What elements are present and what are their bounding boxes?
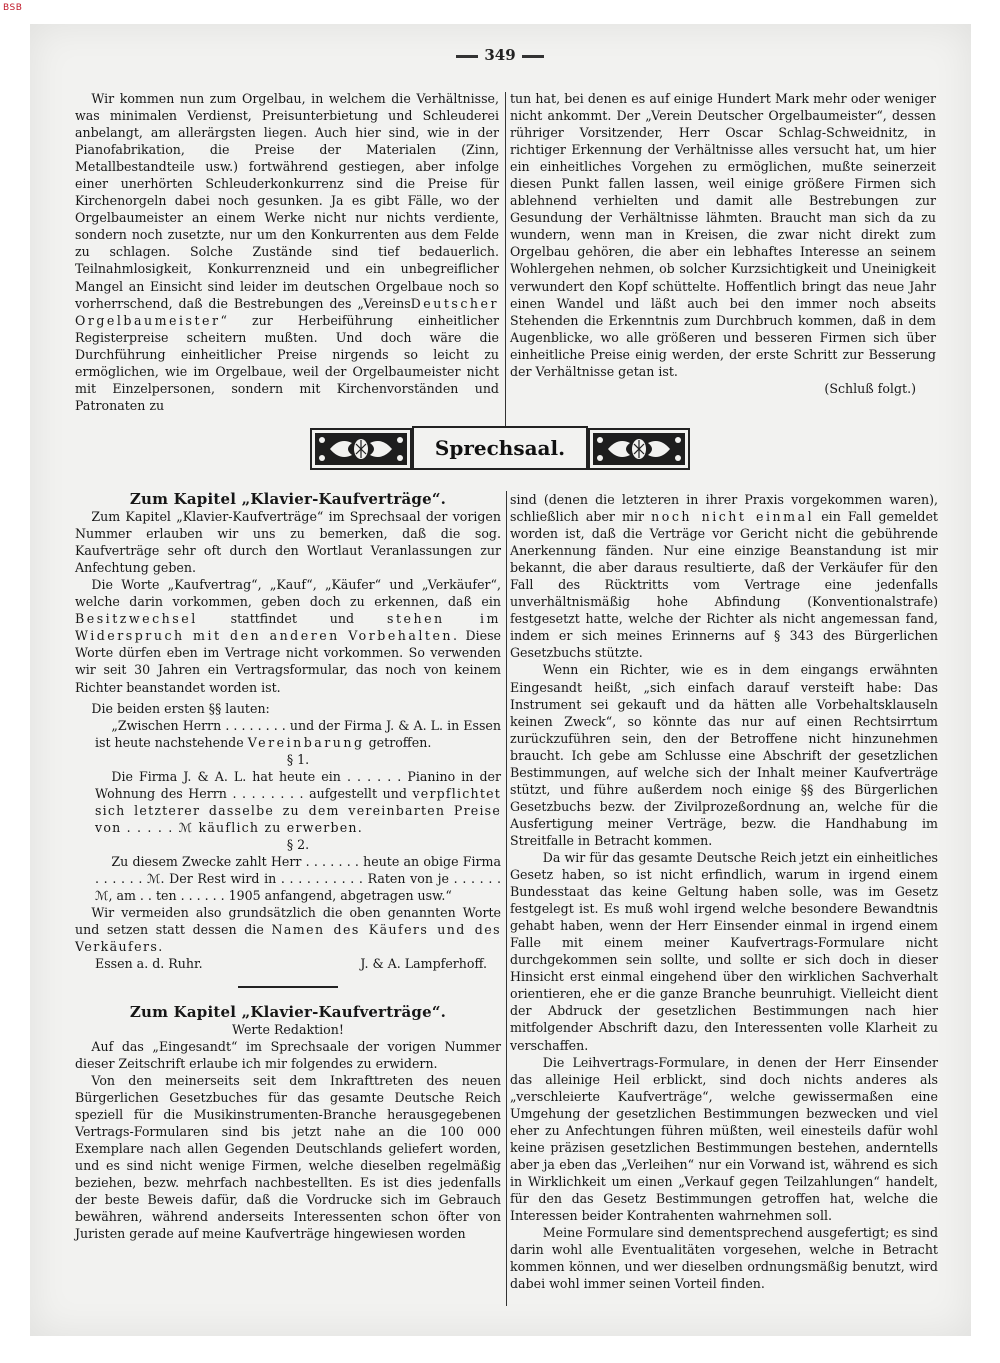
orgelbau-paragraph — [75, 90, 499, 414]
letter-two-r5: Meine Formulare sind dementsprechend ausgefertigt; es sind darin wohl alle Eventualitäten vorgesehen, welche in Betracht kommen können, und wer dieselben ordnungsmäßig benutzt, wird dabei wohl immer seinen Vorteil finden. — [510, 1225, 938, 1292]
page-number-text: 349 — [484, 46, 516, 64]
page-number — [440, 46, 560, 64]
section-1-text — [95, 768, 501, 836]
orgelbau-text-3: “ zur Herbeiführung einheitlicher Registerpreise scheitern mußten. Und doch wäre die Durchführung einheitlicher Preise nirgends so leicht zu ermöglichen, wie im Orgelbaue, weil der Orgelbaumeister nicht mit Einzelpersonen, sondern mit Kirchenvorständen und Patronaten zu — [75, 312, 499, 413]
letter-two-r3: Da wir für das gesamte Deutsche Reich jetzt ein einheitliches Gesetz haben, so ist nicht erfindlich, warum in irgend einem Bundesstaat das keine Geltung haben solle, was im Gesetz festgelegt ist. Es muß wohl irgend welche besondere Bewandtnis gehabt haben, wenn der Herr Einsender einmal in irgend einem Falle mit einem meiner Kaufvertrags-Formulare nicht durchgekommen sein sollte, und sollte er sich doch in dieser Hinsicht erst einmal eingehend über den wirklichen Sachverhalt orientieren, ehe er die ganze Branche beunruhigt. Vielleicht dient der Abdruck der gesetzlichen Bestimmungen nach hier mitfolgender Abschrift dazu, den Interessenten volle Klarheit zu verschaffen. — [510, 849, 938, 1053]
section-1-text-em: verpflichtet sich letzterer dasselbe zu dem vereinbarten Preise von . . . . . ℳ käuflich zu erwerben. — [95, 785, 501, 835]
letter-two-p2: Von den meinerseits seit dem Inkrafttreten des neuen Bürgerlichen Gesetzbuches für das gesamte Deutsche Reich speziell für die Musikinstrumenten-Branche herausgegebenen Vertrags-Formularen sind bis jetzt nahe an die 100 000 Exemplare nach allen Gegenden Deutschlands geliefert worden, und es sind nicht wenige Firmen, welche dieselben regelmäßig beziehen, bezw. mehrfach nachbestellten. Es ist dies jedenfalls der beste Beweis dafür, daß die Vordrucke sich im Gebrauch bewähren, während anderseits Interessenten schon öfter von Juristen gerade auf meine Kaufverträge hingewiesen worden — [75, 1072, 501, 1242]
contract-intro-a: „Zwischen Herrn . . . . . . . . und der Firma J. & A. L. in Essen ist heute nachstehende — [95, 717, 501, 750]
section-1-heading: § 1. — [286, 751, 310, 767]
library-watermark: BSB — [3, 3, 23, 13]
letter-two-r1-b: ein Fall gemeldet worden ist, daß die Verträge vor Gericht nicht die gebührende Anerkennung fänden. Nur eine einzige Beanstandung ist mir bekannt, die aber daraus resultierte, daß der Verkäufer für den Fall des Rücktritts vom Vertrage eine jedenfalls unverhältnismäßig hohe Abfindung (Konventionalstrafe) festgesetzt hatte, welche der Richter als nicht angemessan fand, indem er sich meines Erinnerns auf § 343 des Bürgerlichen Gesetzbuchs stützte. — [510, 509, 938, 661]
ornament-right-icon — [588, 428, 690, 470]
letter-two-r4: Die Leihvertrags-Formulare, in denen der Herr Einsender das alleinige Heil erblickt, sind doch nichts anderes als „verschleierte Kaufverträge“, welche gewissermaßen eine Umgehung der gesetzlichen Bestimmungen bezwecken und viel eher zu Anfechtungen führen müßten, weil einesteils dafür wohl keine präzisen gesetzlichen Bestimmungen bestehen, anderntells aber ja eben das „Verleihen“ nur ein Vorwand ist, während es sich in Wirklichkeit um einen „Verkauf gegen Teilzahlungen“ handelt, für den das Gesetz Bestimmungen getroffen hat, welche die Interessen beider Kontrahenten wahrnehmen soll. — [510, 1054, 938, 1223]
letter-one-p4-em: Namen des Käufers und des Verkäufers. — [75, 922, 501, 955]
letter-one-p3: Die beiden ersten §§ lauten: — [91, 700, 270, 716]
orgelbau-text-2: Deutscher Orgelbaumeister — [75, 295, 499, 328]
letter-two-p1: Auf das „Eingesandt“ im Sprechsaale der vorigen Nummer dieser Zeitschrift erlaube ich mir folgendes zu erwidern. — [75, 1038, 501, 1071]
letter-two-r1 — [510, 491, 938, 661]
letter-two-salutation: Werte Redaktion! — [232, 1021, 344, 1037]
letter-two-r1-a: sind (denen die letzteren in ihrer Praxis vorgekommen waren), schließlich aber mir — [510, 492, 938, 525]
top-right-column — [510, 90, 936, 397]
letter-one-p4 — [75, 904, 501, 955]
section-title: Sprechsaal. — [412, 426, 588, 470]
section-1-text-a: Die Firma J. & A. L. hat heute ein . . . . . . Pianino in der Wohnung des Herrn . . . . . . . . aufgestellt und — [95, 768, 501, 801]
bottom-right-column — [510, 491, 938, 1292]
letter-one-p4-a: Wir vermeiden also grundsätzlich die oben genannten Worte und setzen statt dessen die — [75, 905, 501, 938]
contract-intro — [95, 717, 501, 751]
letter-one-p2 — [75, 576, 501, 695]
section-2-heading: § 2. — [286, 836, 310, 852]
column-divider-bottom — [506, 491, 507, 1306]
letter-two-title: Zum Kapitel „Klavier-Kaufverträge“. — [129, 1002, 447, 1021]
letter-two-r1-em: noch nicht einmal — [651, 509, 815, 525]
section-2-text: Zu diesem Zwecke zahlt Herr . . . . . . . heute an obige Firma . . . . . . ℳ. Der Rest wird in . . . . . . . . . . Raten von je . . . . . . ℳ, am . . ten . . . . . . 1905 anfangend, abgetragen usw.“ — [95, 853, 501, 904]
dash-left-icon — [456, 55, 478, 58]
continued-note: (Schluß folgt.) — [824, 380, 916, 396]
top-left-column — [75, 90, 499, 414]
letter-one-p2-a: Die Worte „Kaufvertrag“, „Kauf“, „Käufer“ und „Verkäufer“, welche darin vorkommen, geben doch zu erkennen, daß ein — [75, 577, 501, 610]
letter-one-p2-b: stattfindet und — [230, 611, 355, 627]
contract-intro-em: Vereinbarung — [247, 734, 365, 750]
letter-two-r2: Wenn ein Richter, wie es in dem eingangs erwähnten Eingesandt heißt, „sich einfach darauf versteift habe: Das Instrument sei gekauft und da hätten alle Vorbehaltsklauseln keinen Zweck“, so könnte das nur auf einen Rechtsirrtum zurückzuführen sein, den der Betroffene nicht hinzunehmen braucht. Ich gebe am Schlusse eine Abschrift der gesetzlichen Bestimmungen, auf welche sich der Inhalt meiner Kaufverträge stützt, und führe außerdem noch einige §§ des Bürgerlichen Gesetzbuchs bezw. der Zivilprozeßordnung an, welche für die Ausfertigung meiner Verträge, bezw. die Handhabung im Streitfalle in Betracht kommen. — [510, 662, 938, 848]
article-separator — [238, 986, 338, 987]
letter-one-p2-em1: Besitzwechsel — [75, 611, 198, 627]
orgelbau-text-1: Wir kommen nun zum Orgelbau, in welchem die Verhältnisse, was minimalen Verdienst, Preisunterbietung und Schleuderei anbelangt, am allerärgsten liegen. Auch hier sind, wie in der Pianofabrikation, die Preise der Materialen (Zinn, Metallbestandteile usw.) fortwährend gestiegen, aber infolge einer unerhörten Schleuderkonkurrenz sind die Preise für Kirchenorgeln dabei noch gesunken. Ja es gibt Fälle, wo der Orgelbaumeister an einem Werke nicht nur nichts verdiente, sondern noch zusetzte, nur um den Konkurrenten aus dem Felde zu schlagen. Solche Zustände sind tief bedauerlich. Teilnahmlosigkeit, Konkurrenzneid und ein unbegreiflicher Mangel an Einsicht sind leider im deutschen Orgelbaue noch so vorherrschend, daß die Bestrebungen des „Vereins — [75, 91, 499, 311]
letter-one-signature — [75, 955, 501, 972]
contract-intro-end: getroffen. — [368, 734, 432, 750]
bottom-left-column — [75, 491, 501, 1242]
letter-one-title: Zum Kapitel „Klavier-Kaufverträge“. — [129, 490, 447, 508]
signature-name: J. & A. Lampferhoff. — [360, 956, 487, 972]
letter-one-p2-em2: stehen im Widerspruch mit den anderen Vorbehalten. — [75, 611, 501, 644]
dash-right-icon — [522, 55, 544, 58]
contract-quote — [75, 717, 501, 905]
letter-one-p1: Zum Kapitel „Klavier-Kaufverträge“ im Sprechsaal der vorigen Nummer erlauben wir uns zu bemerken, daß die sog. Kaufverträge sehr oft durch den Wortlaut Veranlassungen zur Anfechtung geben. — [75, 509, 501, 576]
orgelbau-continued: tun hat, bei denen es auf einige Hundert Mark mehr oder weniger nicht ankommt. Der „Verein Deutscher Orgelbaumeister“, dessen rühriger Vorsitzender, Herr Oscar Schlag-Schweidnitz, in richtiger Erkennung der Verhältnisse alles versucht hat, um hier ein einheitliches Vorgehen zu ermöglichen, mußte seinerzeit diesen Punkt fallen lassen, weil einige größere Firmen sich ablehnend verhielten und damit alle Bestrebungen zur Gesundung der Verhältnisse lähmten. Braucht man sich da zu wundern, wenn man in Kreisen, die zwar nicht direkt zum Orgelbau gehören, die aber ein lebhaftes Interesse an seinem Wohlergehen nehmen, ob solcher Kurzsichtigkeit und Uneinigkeit verwundert den Kopf schüttelte. Hoffentlich bringt das neue Jahr einen Wandel und läßt auch bei den immer noch abseits Stehenden die Erkenntnis zum Durchbruch kommen, daß in dem Augenblicke, wo alle größeren und besseren Firmen sich über einheitliche Preise einig werden, der erste Schritt zur Besserung der Verhältnisse getan ist. — [510, 91, 936, 379]
sprechsaal-banner — [310, 426, 690, 472]
ornament-left-icon — [310, 428, 412, 470]
column-divider-top — [505, 92, 506, 430]
signature-place: Essen a. d. Ruhr. — [95, 956, 203, 972]
letter-one-p2-c: Diese Worte dürfen eben im Vertrage nicht vorkommen. So verwenden wir seit 30 Jahren ein Vertragsformular, das noch von keinem Richter beanstandet worden ist. — [75, 628, 501, 695]
